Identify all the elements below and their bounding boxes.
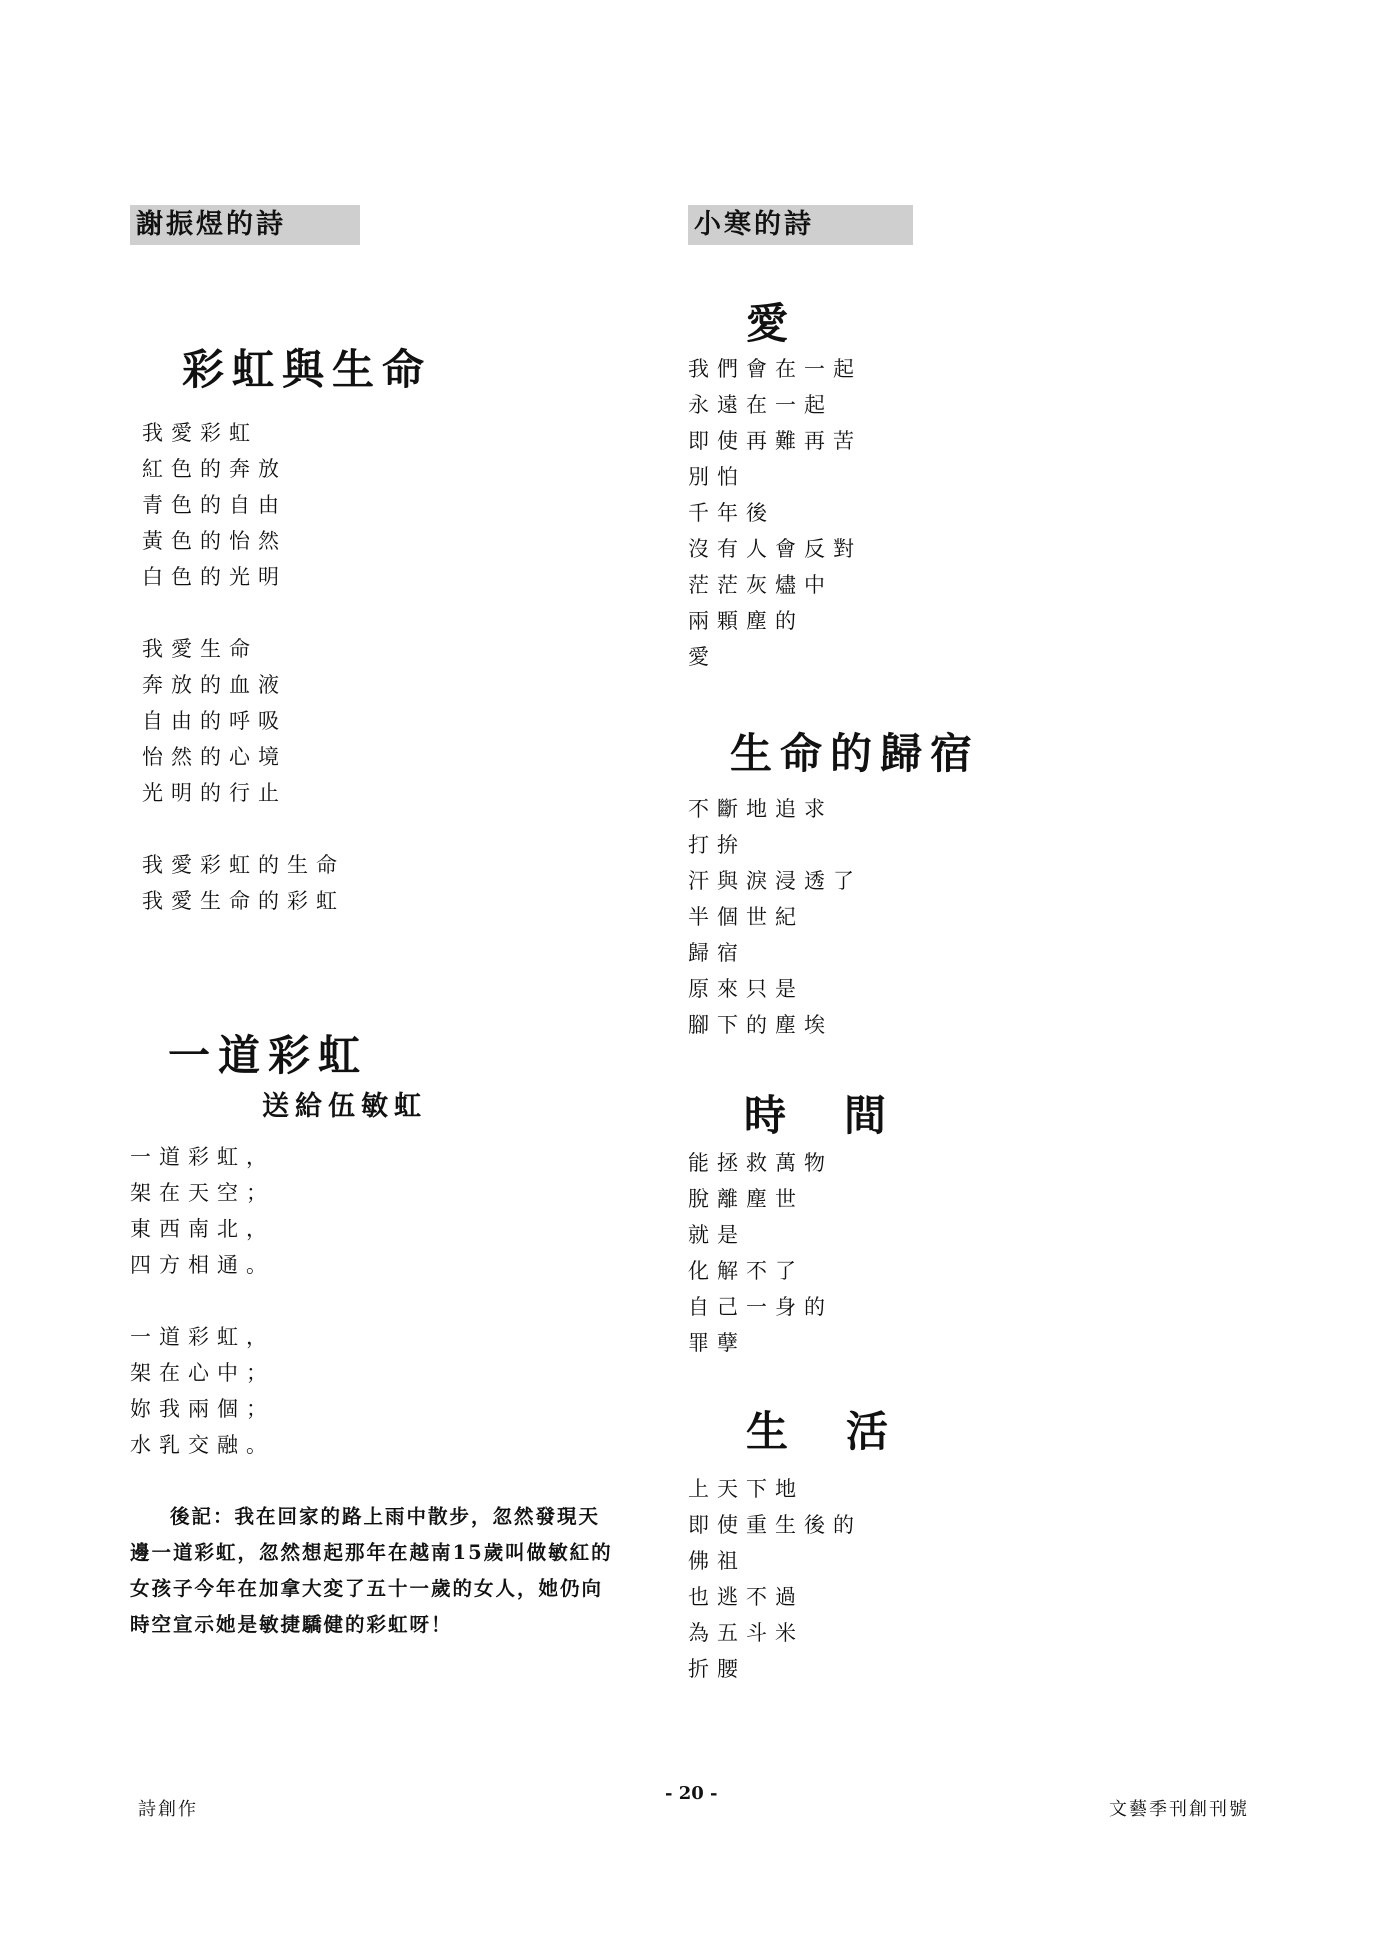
- poem-line: 上天下地: [688, 1477, 804, 1501]
- poem-line: 打拚: [688, 833, 746, 857]
- poem-line: 別怕: [688, 465, 746, 489]
- stanza: [130, 1139, 650, 1283]
- poem-line: 自由的呼吸: [142, 709, 287, 733]
- poem-line: 腳下的塵埃: [688, 1013, 833, 1037]
- poem-line: 即使再難再苦: [688, 429, 862, 453]
- stanza: [142, 847, 650, 919]
- poem-line: 妳我兩個；: [130, 1397, 275, 1421]
- poem-line: 紅色的奔放: [142, 457, 287, 481]
- poem-line: 黃色的怡然: [142, 529, 287, 553]
- poem-line: 脫離塵世: [688, 1187, 804, 1211]
- poem-line: 也逃不過: [688, 1585, 804, 1609]
- poem-title-love: 愛: [746, 299, 797, 348]
- author-heading-left: 謝振煜的詩: [130, 205, 360, 245]
- poem-title-destination-of-life: 生命的歸宿: [730, 729, 981, 778]
- poem-line: 我們會在一起: [688, 357, 862, 381]
- poem-body-time: [688, 1145, 1248, 1361]
- poem-line: 一道彩虹，: [130, 1325, 275, 1349]
- stanza: [142, 631, 650, 811]
- poem-line: 我愛生命的彩虹: [142, 889, 345, 913]
- footer-section-label: 詩創作: [138, 1799, 198, 1820]
- poem-body-life: [688, 1471, 1248, 1687]
- poem-line: 能拯救萬物: [688, 1151, 833, 1175]
- poem-line: 為五斗米: [688, 1621, 804, 1645]
- poem-line: 兩顆塵的: [688, 609, 804, 633]
- poem-line: 就是: [688, 1223, 746, 1247]
- poem-title-life: 生 活: [746, 1407, 897, 1456]
- poem-line: 我愛生命: [142, 637, 258, 661]
- poem-line: 怡然的心境: [142, 745, 287, 769]
- poem-line: 光明的行止: [142, 781, 287, 805]
- poem-line: 永遠在一起: [688, 393, 833, 417]
- right-column: [688, 205, 1248, 1687]
- postscript-note: [130, 1499, 620, 1643]
- poem-line: 原來只是: [688, 977, 804, 1001]
- poem-line: 我愛彩虹: [142, 421, 258, 445]
- poem-line: 青色的自由: [142, 493, 287, 517]
- poem-line: 佛祖: [688, 1549, 746, 1573]
- poem-title-rainbow-and-life: 彩虹與生命: [182, 345, 433, 394]
- poem-line: 化解不了: [688, 1259, 804, 1283]
- poem-line: 愛: [688, 645, 717, 669]
- poem-title-a-rainbow: 一道彩虹: [168, 1031, 369, 1080]
- stanza: [130, 1319, 650, 1463]
- poem-line: 四方相通。: [130, 1253, 275, 1277]
- postscript-text: 後記：我在回家的路上雨中散步，忽然發現天邊一道彩虹，忽然想起那年在越南15歲叫做敏紅的女孩子今年在加拿大変了五十一歲的女人，她仍向時空宣示她是敏捷驕健的彩虹呀！: [130, 1505, 613, 1636]
- poem-line: 千年後: [688, 501, 775, 525]
- page-number: - 20 -: [665, 1783, 718, 1804]
- poem-line: 歸宿: [688, 941, 746, 965]
- poem-line: 我愛彩虹的生命: [142, 853, 345, 877]
- poem-line: 東西南北，: [130, 1217, 275, 1241]
- poem-line: 折腰: [688, 1657, 746, 1681]
- poem-body-love: [688, 351, 1248, 675]
- footer-publication-name: 文藝季刊創刊號: [1109, 1799, 1249, 1820]
- poem-title-time: 時 間: [744, 1091, 895, 1140]
- poem-line: 汗與淚浸透了: [688, 869, 862, 893]
- left-column: [130, 205, 650, 1643]
- poem-line: 罪孽: [688, 1331, 746, 1355]
- poem-body-a-rainbow: [130, 1139, 650, 1463]
- poem-line: 架在心中；: [130, 1361, 275, 1385]
- stanza: [142, 415, 650, 595]
- poem-line: 沒有人會反對: [688, 537, 862, 561]
- poem-line: 一道彩虹，: [130, 1145, 275, 1169]
- poem-line: 茫茫灰燼中: [688, 573, 833, 597]
- poem-line: 架在天空；: [130, 1181, 275, 1205]
- poem-dedication: 送給伍敏虹: [262, 1091, 427, 1122]
- poem-body-rainbow-and-life: [142, 415, 650, 919]
- poem-line: 自己一身的: [688, 1295, 833, 1319]
- poem-body-destination-of-life: [688, 791, 1248, 1043]
- author-heading-right: 小寒的詩: [688, 205, 913, 245]
- poem-line: 奔放的血液: [142, 673, 287, 697]
- poem-line: 半個世紀: [688, 905, 804, 929]
- poem-line: 即使重生後的: [688, 1513, 862, 1537]
- poem-line: 白色的光明: [142, 565, 287, 589]
- poem-line: 不斷地追求: [688, 797, 833, 821]
- poem-line: 水乳交融。: [130, 1433, 275, 1457]
